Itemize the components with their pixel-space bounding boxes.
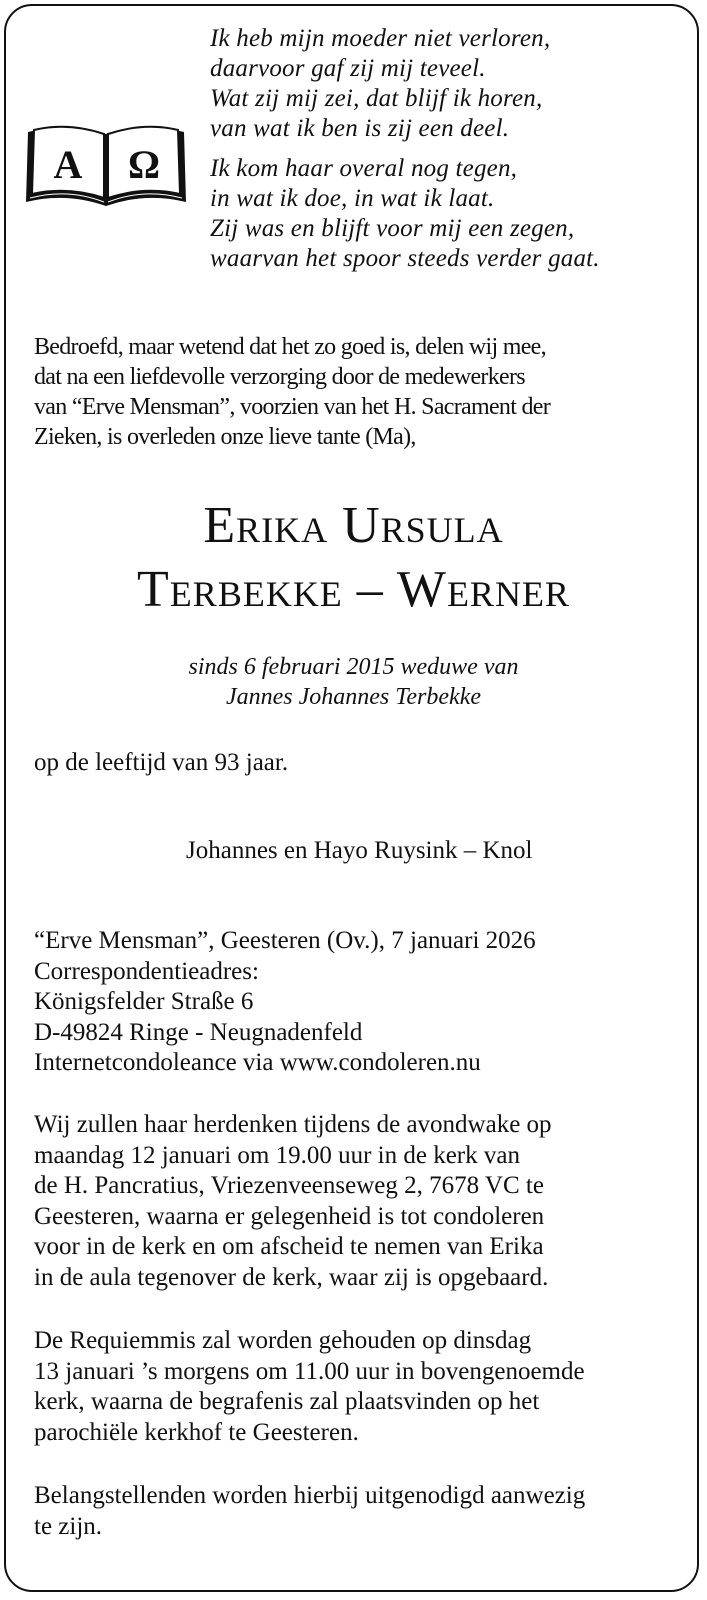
poem-line: van wat ik ben is zij een deel.	[210, 115, 510, 142]
poem-line: daarvoor gaf zij mij teveel.	[210, 55, 486, 82]
poem-line: Zij was en blijft voor mij een zegen,	[210, 215, 575, 242]
poem-stanza-2	[210, 154, 690, 274]
requiem-line: De Requiemmis zal worden gehouden op dinsdag	[34, 1327, 532, 1354]
widow-note	[0, 652, 707, 712]
vigil-line: de H. Pancratius, Vriezenveenseweg 2, 7678 VC te	[34, 1172, 544, 1199]
widow-line: Jannes Johannes Terbekke	[225, 684, 482, 710]
deceased-name-line-1: Erika Ursula	[203, 497, 504, 554]
alpha-omega-book-icon	[22, 118, 190, 214]
requiem-line: 13 januari ’s morgens om 11.00 uur in bovengenoemde	[34, 1357, 585, 1385]
requiem-line: kerk, waarna de begrafenis zal plaatsvinden op het	[34, 1388, 540, 1415]
age-text: op de leeftijd van 93 jaar.	[34, 749, 289, 776]
alpha-glyph: A	[53, 142, 83, 187]
poem-line: in wat ik doe, in wat ik laat.	[210, 185, 495, 212]
family-signature: Johannes en Hayo Ruysink – Knol	[186, 837, 533, 864]
poem	[210, 24, 690, 274]
deceased-name-line-2: Terbekke – Werner	[137, 561, 570, 618]
intro-line: dat na een liefdevolle verzorging door de medewerkers	[34, 364, 525, 390]
poem-line: Wat zij mij zei, dat blijf ik horen,	[210, 85, 543, 112]
requiem-line: parochiële kerkhof te Geesteren.	[34, 1418, 359, 1446]
omega-glyph: Ω	[127, 142, 161, 187]
poem-stanza-1	[210, 24, 690, 144]
poem-line: Ik heb mijn moeder niet verloren,	[210, 25, 551, 52]
address-line: “Erve Mensman”, Geesteren (Ov.), 7 januari 2026	[34, 927, 536, 954]
vigil-line: Geesteren, waarna er gelegenheid is tot condoleren	[34, 1202, 545, 1230]
poem-line: Ik kom haar overal nog tegen,	[210, 155, 518, 182]
address-line: D-49824 Ringe - Neugnadenfeld	[34, 1018, 363, 1046]
vigil-line: voor in de kerk en om afscheid te nemen van Erika	[34, 1233, 544, 1260]
address-line: Correspondentieadres:	[34, 957, 259, 985]
address-line: Königsfelder Straße 6	[34, 988, 254, 1015]
vigil-paragraph	[34, 1110, 684, 1293]
intro-line: Zieken, is overleden onze lieve tante (Ma),	[34, 424, 416, 450]
closing-line: Belangstellenden worden hierbij uitgenodigd aanwezig	[34, 1482, 586, 1509]
correspondence-address	[34, 926, 684, 1079]
vigil-line: Wij zullen haar herdenken tijdens de avondwake op	[34, 1111, 552, 1138]
requiem-paragraph	[34, 1326, 684, 1448]
vigil-line: maandag 12 januari om 19.00 uur in de kerk van	[34, 1141, 520, 1169]
announcement-intro	[34, 332, 684, 452]
intro-line: van “Erve Mensman”, voorzien van het H. Sacrament der	[34, 394, 551, 420]
vigil-line: in de aula tegenover de kerk, waar zij is opgebaard.	[34, 1263, 549, 1291]
closing-paragraph	[34, 1481, 684, 1542]
poem-line: waarvan het spoor steeds verder gaat.	[210, 245, 600, 272]
open-book-icon	[22, 118, 190, 214]
intro-line: Bedroefd, maar wetend dat het zo goed is, delen wij mee,	[34, 334, 546, 360]
address-line: Internetcondoleance via www.condoleren.nu	[34, 1049, 481, 1076]
widow-line: sinds 6 februari 2015 weduwe van	[188, 654, 519, 680]
closing-line: te zijn.	[34, 1512, 103, 1540]
deceased-name	[0, 494, 707, 622]
